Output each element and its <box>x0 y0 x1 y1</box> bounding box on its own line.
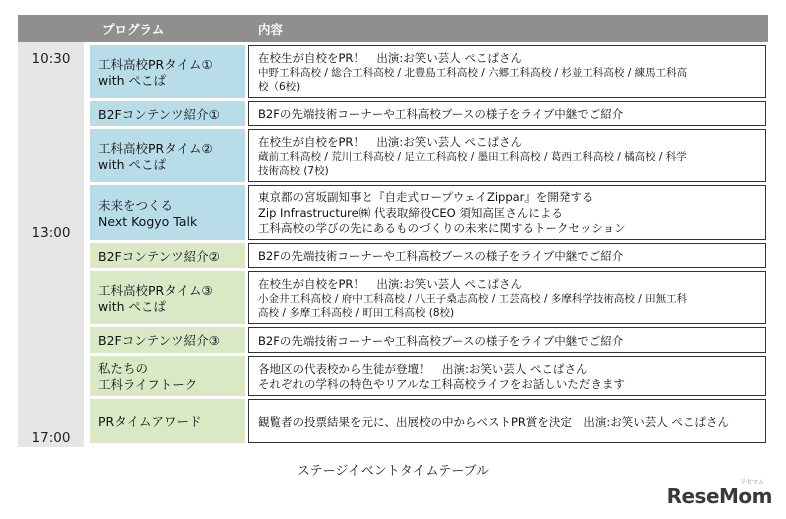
program-title: PRタイムアワード <box>98 414 202 429</box>
program-cell <box>90 101 245 126</box>
table-row <box>18 185 768 240</box>
program-subtitle: with ぺこぱ <box>98 156 166 172</box>
program-subtitle: Next Kogyo Talk <box>98 213 198 229</box>
content-line: 各地区の代表校から生徒が登壇！ 出演:お笑い芸人 ぺこぱさん <box>258 362 588 376</box>
table-row <box>18 45 768 98</box>
header-program: プログラム <box>102 22 165 37</box>
content-line: それぞれの学科の特色やリアルな工科高校ライフをお話しいただきます <box>258 377 625 391</box>
content-cell <box>248 45 766 98</box>
program-cell <box>90 327 245 353</box>
content-line: 在校生が自校をPR！ 出演:お笑い芸人 ぺこぱさん <box>258 277 522 291</box>
content-line: 在校生が自校をPR！ 出演:お笑い芸人 ぺこぱさん <box>258 51 522 65</box>
content-line: B2Fの先端技術コーナーや工科高校ブースの様子をライブ中継でご紹介 <box>258 333 624 348</box>
resemom-logo <box>667 484 772 508</box>
content-line: B2Fの先端技術コーナーや工科高校ブースの様子をライブ中継でご紹介 <box>258 107 624 121</box>
table-row <box>18 129 768 182</box>
header-content: 内容 <box>258 22 284 37</box>
logo-furigana: リセマム <box>740 479 764 486</box>
content-line: 工科高校の学びの先にあるものづくりの未来に関するトークセッション <box>258 221 626 236</box>
content-cell <box>248 399 766 443</box>
content-cell <box>248 243 766 268</box>
content-line: 校（6校) <box>258 81 301 93</box>
time-label: 10:30 <box>31 51 71 67</box>
content-line: 中野工科高校 / 総合工科高校 / 北豊島工科高校 / 六郷工科高校 / 杉並工科高校 / 練馬工科高 <box>258 67 688 79</box>
program-cell <box>90 399 245 443</box>
content-line: 小金井工科高校 / 府中工科高校 / 八王子桑志高校 / 工芸高校 / 多摩科学技術高校 / 田無工科 <box>258 293 688 305</box>
table-header <box>18 15 768 42</box>
program-cell <box>90 243 245 268</box>
content-line: 高校 / 多摩工科高校 / 町田工科高校 (8校) <box>258 307 455 319</box>
program-subtitle: with ぺこぱ <box>98 298 166 314</box>
logo-text: ReseMom <box>666 484 772 508</box>
timetable <box>18 15 768 447</box>
program-title: 工科高校PRタイム① <box>98 56 213 72</box>
content-cell <box>248 327 766 353</box>
program-cell <box>90 45 245 98</box>
content-cell <box>248 356 766 396</box>
table-row <box>18 356 768 396</box>
content-line: 観覧者の投票結果を元に、出展校の中からベストPR賞を決定 出演:お笑い芸人 ぺこぱさん <box>258 414 729 429</box>
program-title: B2Fコンテンツ紹介② <box>98 248 220 264</box>
program-cell <box>90 271 245 324</box>
content-line: B2Fの先端技術コーナーや工科高校ブースの様子をライブ中継でご紹介 <box>258 249 624 263</box>
figure-caption: ステージイベントタイムテーブル <box>296 464 490 479</box>
content-cell <box>248 101 766 126</box>
content-cell <box>248 129 766 182</box>
table-row <box>18 243 768 268</box>
content-line: 東京都の宮坂副知事と『自走式ロープウェイZippar』を開発する <box>258 190 594 205</box>
program-title: 未来をつくる <box>98 197 174 213</box>
program-subtitle: with ぺこぱ <box>98 72 166 88</box>
table-row <box>18 271 768 324</box>
program-cell <box>90 356 245 396</box>
program-title: 工科高校PRタイム② <box>98 140 213 156</box>
content-cell <box>248 185 766 240</box>
table-row <box>18 101 768 126</box>
time-label: 13:00 <box>31 225 71 241</box>
program-cell <box>90 129 245 182</box>
program-cell <box>90 185 245 240</box>
program-subtitle: 工科ライフトーク <box>98 377 198 392</box>
program-title: B2Fコンテンツ紹介① <box>98 106 220 122</box>
program-title: 私たちの <box>98 361 149 376</box>
table-row <box>18 327 768 353</box>
content-line: 在校生が自校をPR！ 出演:お笑い芸人 ぺこぱさん <box>258 135 522 149</box>
content-cell <box>248 271 766 324</box>
content-line: Zip Infrastructure㈱ 代表取締役CEO 須知高匡さんによる <box>258 205 563 220</box>
content-line: 技術高校 (7校) <box>258 165 329 177</box>
content-line: 蔵前工科高校 / 荒川工科高校 / 足立工科高校 / 墨田工科高校 / 葛西工科高校 / 橘高校 / 科学 <box>258 151 687 163</box>
program-title: B2Fコンテンツ紹介③ <box>98 333 220 348</box>
program-title: 工科高校PRタイム③ <box>98 282 213 298</box>
time-label: 17:00 <box>31 430 71 446</box>
table-row <box>18 399 768 443</box>
